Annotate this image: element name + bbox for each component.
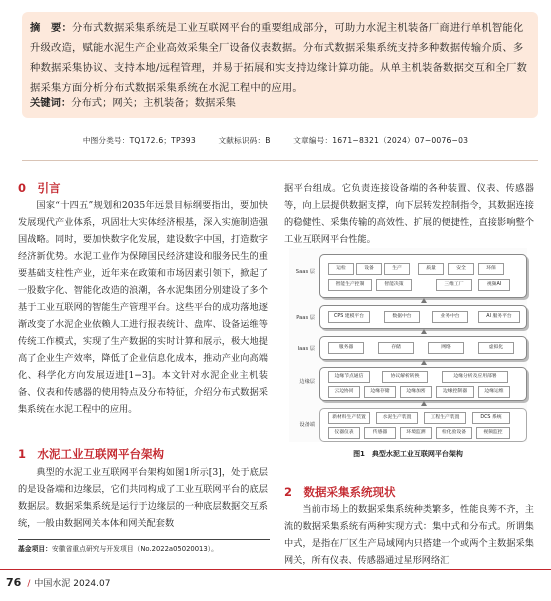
cell: 边缘加密 xyxy=(400,386,432,398)
layer-saas xyxy=(319,254,527,298)
divider xyxy=(22,160,538,161)
cell: 云边协同 xyxy=(328,386,360,398)
keywords xyxy=(30,93,530,113)
cell: 运检 xyxy=(328,263,354,275)
abstract-text: 分布式数据采集系统是工业互联网平台的重要组成部分，可助力水泥主机装备厂商进行单机智能化升级改造，赋能水泥生产企业高效采集全厂设备仪表数据。分布式数据采集系统支持多种数据传输介质、多种数据采集协议、支持本地/远程管理，并易于拓展和实支持边缘计算功能。从单主机装备数据交互和全厂数据采集方面分析分布式数据采集系统在水泥工程中的应用。 xyxy=(30,22,528,94)
layer-label-device: 设备端 xyxy=(299,422,315,428)
section-1-title: 1 水泥工业互联网平台架构 xyxy=(18,447,165,461)
cell: AI 服务平台 xyxy=(478,311,520,323)
layer-iaas xyxy=(319,336,527,360)
funding-text: 安徽省重点研究与开发项目（No.2022a05020013）。 xyxy=(51,545,218,553)
up-arrow-icon xyxy=(421,401,427,406)
layer-edge xyxy=(319,367,527,401)
document-code: 文献标识码：B xyxy=(218,136,271,145)
right-column-body xyxy=(284,180,534,248)
cell: 环保 xyxy=(478,263,504,275)
up-arrow-icon xyxy=(421,360,427,365)
cell: 三维工厂 xyxy=(436,279,472,291)
cell: 智能生产控制 xyxy=(328,279,372,291)
cell: 边缘运维 xyxy=(478,386,510,398)
figure-caption: 图1 典型水泥工业互联网平台架构 xyxy=(353,450,463,458)
slash-icon: / xyxy=(27,579,31,589)
cell: 数据中台 xyxy=(384,311,420,323)
cell: 工程生产装置 xyxy=(424,412,466,424)
paragraph: 据平台组成。它负责连接设备端的各种装置、仪表、传感器等，向上层提供数据支撑，向下层转发控制指令，其数据连接的稳健性、采集传输的高效性、扩展的便捷性，直接影响整个工业互联网平台性能。 xyxy=(284,183,534,245)
up-arrow-icon xyxy=(421,329,427,334)
layer-label-saas: Saas 层 xyxy=(295,269,315,275)
cell: 水泥生产装置 xyxy=(376,412,418,424)
layer-label-paas: Paas 层 xyxy=(296,315,315,321)
section-2-body xyxy=(284,501,534,569)
keywords-text: 分布式；网关；主机装备；数据采集 xyxy=(71,97,236,109)
classification-line xyxy=(0,135,551,146)
section-2-title: 2 数据采集系统现状 xyxy=(284,485,396,499)
cell: 协议解析转换 xyxy=(382,371,428,383)
cell: 边缘控制器 xyxy=(436,386,474,398)
cell: 视频AI xyxy=(478,279,510,291)
cell: 检化验设备 xyxy=(436,427,472,439)
abstract xyxy=(30,18,530,98)
cell: 边缘分析及应用部署 xyxy=(442,371,508,383)
cell: 传感器 xyxy=(364,427,396,439)
paragraph: 典型的水泥工业互联网平台架构如图1所示[3]，处于底层的是设备端和边缘层，它们共同构成了工业互联网平台的底层数据层。数据采集系统是运行于边缘层的一种底层数据交互系统，一般由数据网关本体和网关配套数 xyxy=(18,467,268,529)
footnote-rule xyxy=(18,539,270,540)
abstract-label: 摘 要： xyxy=(30,22,72,34)
section-0-body xyxy=(18,197,268,418)
paragraph: 当前市场上的数据采集系统种类繁多，性能良莠不齐，主流的数据采集系统有两种实现方式：集中式和分布式。所谓集中式，是指在厂区生产局域网内只搭建一个或两个主数据采集网关，所有仪表、传感器通过星形网络汇 xyxy=(284,504,534,566)
cell: 网络 xyxy=(428,342,464,354)
funding-label: 基金项目： xyxy=(18,545,52,553)
up-arrow-icon xyxy=(421,298,427,303)
cell: 视频监控 xyxy=(476,427,510,439)
article-number: 文章编号：1671−8321（2024）07−0076−03 xyxy=(293,136,469,145)
journal-issue: 2024.07 xyxy=(73,579,111,589)
cell: 智能决策 xyxy=(376,279,412,291)
funding-note xyxy=(18,543,278,553)
section-0-title: 0 引言 xyxy=(18,181,61,195)
cell: 虚拟化 xyxy=(478,342,514,354)
keywords-label: 关键词： xyxy=(30,97,72,109)
cell: 边缘节点通信 xyxy=(328,371,370,383)
layer-label-iaas: Iaas 层 xyxy=(297,346,315,352)
cell: 服务器 xyxy=(328,342,364,354)
cell: 存储 xyxy=(378,342,414,354)
figure-architecture xyxy=(289,248,527,442)
paragraph: 国家“十四五”规划和2035年远景目标纲要指出，要加快发展现代产业体系，巩固壮大实体经济根基，深入实施制造强国战略。同时，要加快数字化发展，建设数字中国，打造数字经济新优势。水泥工业作为保障国民经济建设和服务民生的重要基础支柱性产业，近年来在政策和市场因素引领下，掀起了一股数字化、智能化改造的浪潮，各水泥集团分别建设了多个基于工业互联网的智能生产管理平台。这些平台的成功落地逐渐改变了水泥企业依赖人工进行报表统计、盘库、设备运维等传统工作模式，实现了生产数据的实时计算和展示，极大地提高了企业生产效率，降低了企业信息化成本，推动产业向高端化、科学化方向发展迈进[1−3]。本文针对水泥企业主机装备、仪表和传感器的使用特点及分布特征，介绍分布式数据采集系统在水泥工程中的应用。 xyxy=(18,200,268,415)
layer-device xyxy=(319,408,527,442)
cell: CPS 建模平台 xyxy=(328,311,370,323)
cell: DCS 系统 xyxy=(472,412,510,424)
cell: 仪器仪表 xyxy=(328,427,360,439)
section-1-body xyxy=(18,464,268,532)
cell: 业务中台 xyxy=(432,311,468,323)
journal-name: 中国水泥 xyxy=(34,579,71,589)
cell: 生产 xyxy=(384,263,410,275)
cell: 环境监测 xyxy=(400,427,432,439)
cell: 质量 xyxy=(418,263,444,275)
cell: 设备 xyxy=(356,263,382,275)
footer-rule xyxy=(0,569,551,570)
clc-number: 中图分类号：TQ172.6；TP393 xyxy=(82,136,196,145)
cell: 新材料生产装置 xyxy=(328,412,370,424)
page-footer xyxy=(6,576,110,589)
layer-paas xyxy=(319,305,527,329)
cell: 安全 xyxy=(448,263,474,275)
cell: 边缘存储 xyxy=(364,386,396,398)
layer-label-edge: 边缘层 xyxy=(299,379,315,385)
page-number: 76 xyxy=(6,576,22,589)
